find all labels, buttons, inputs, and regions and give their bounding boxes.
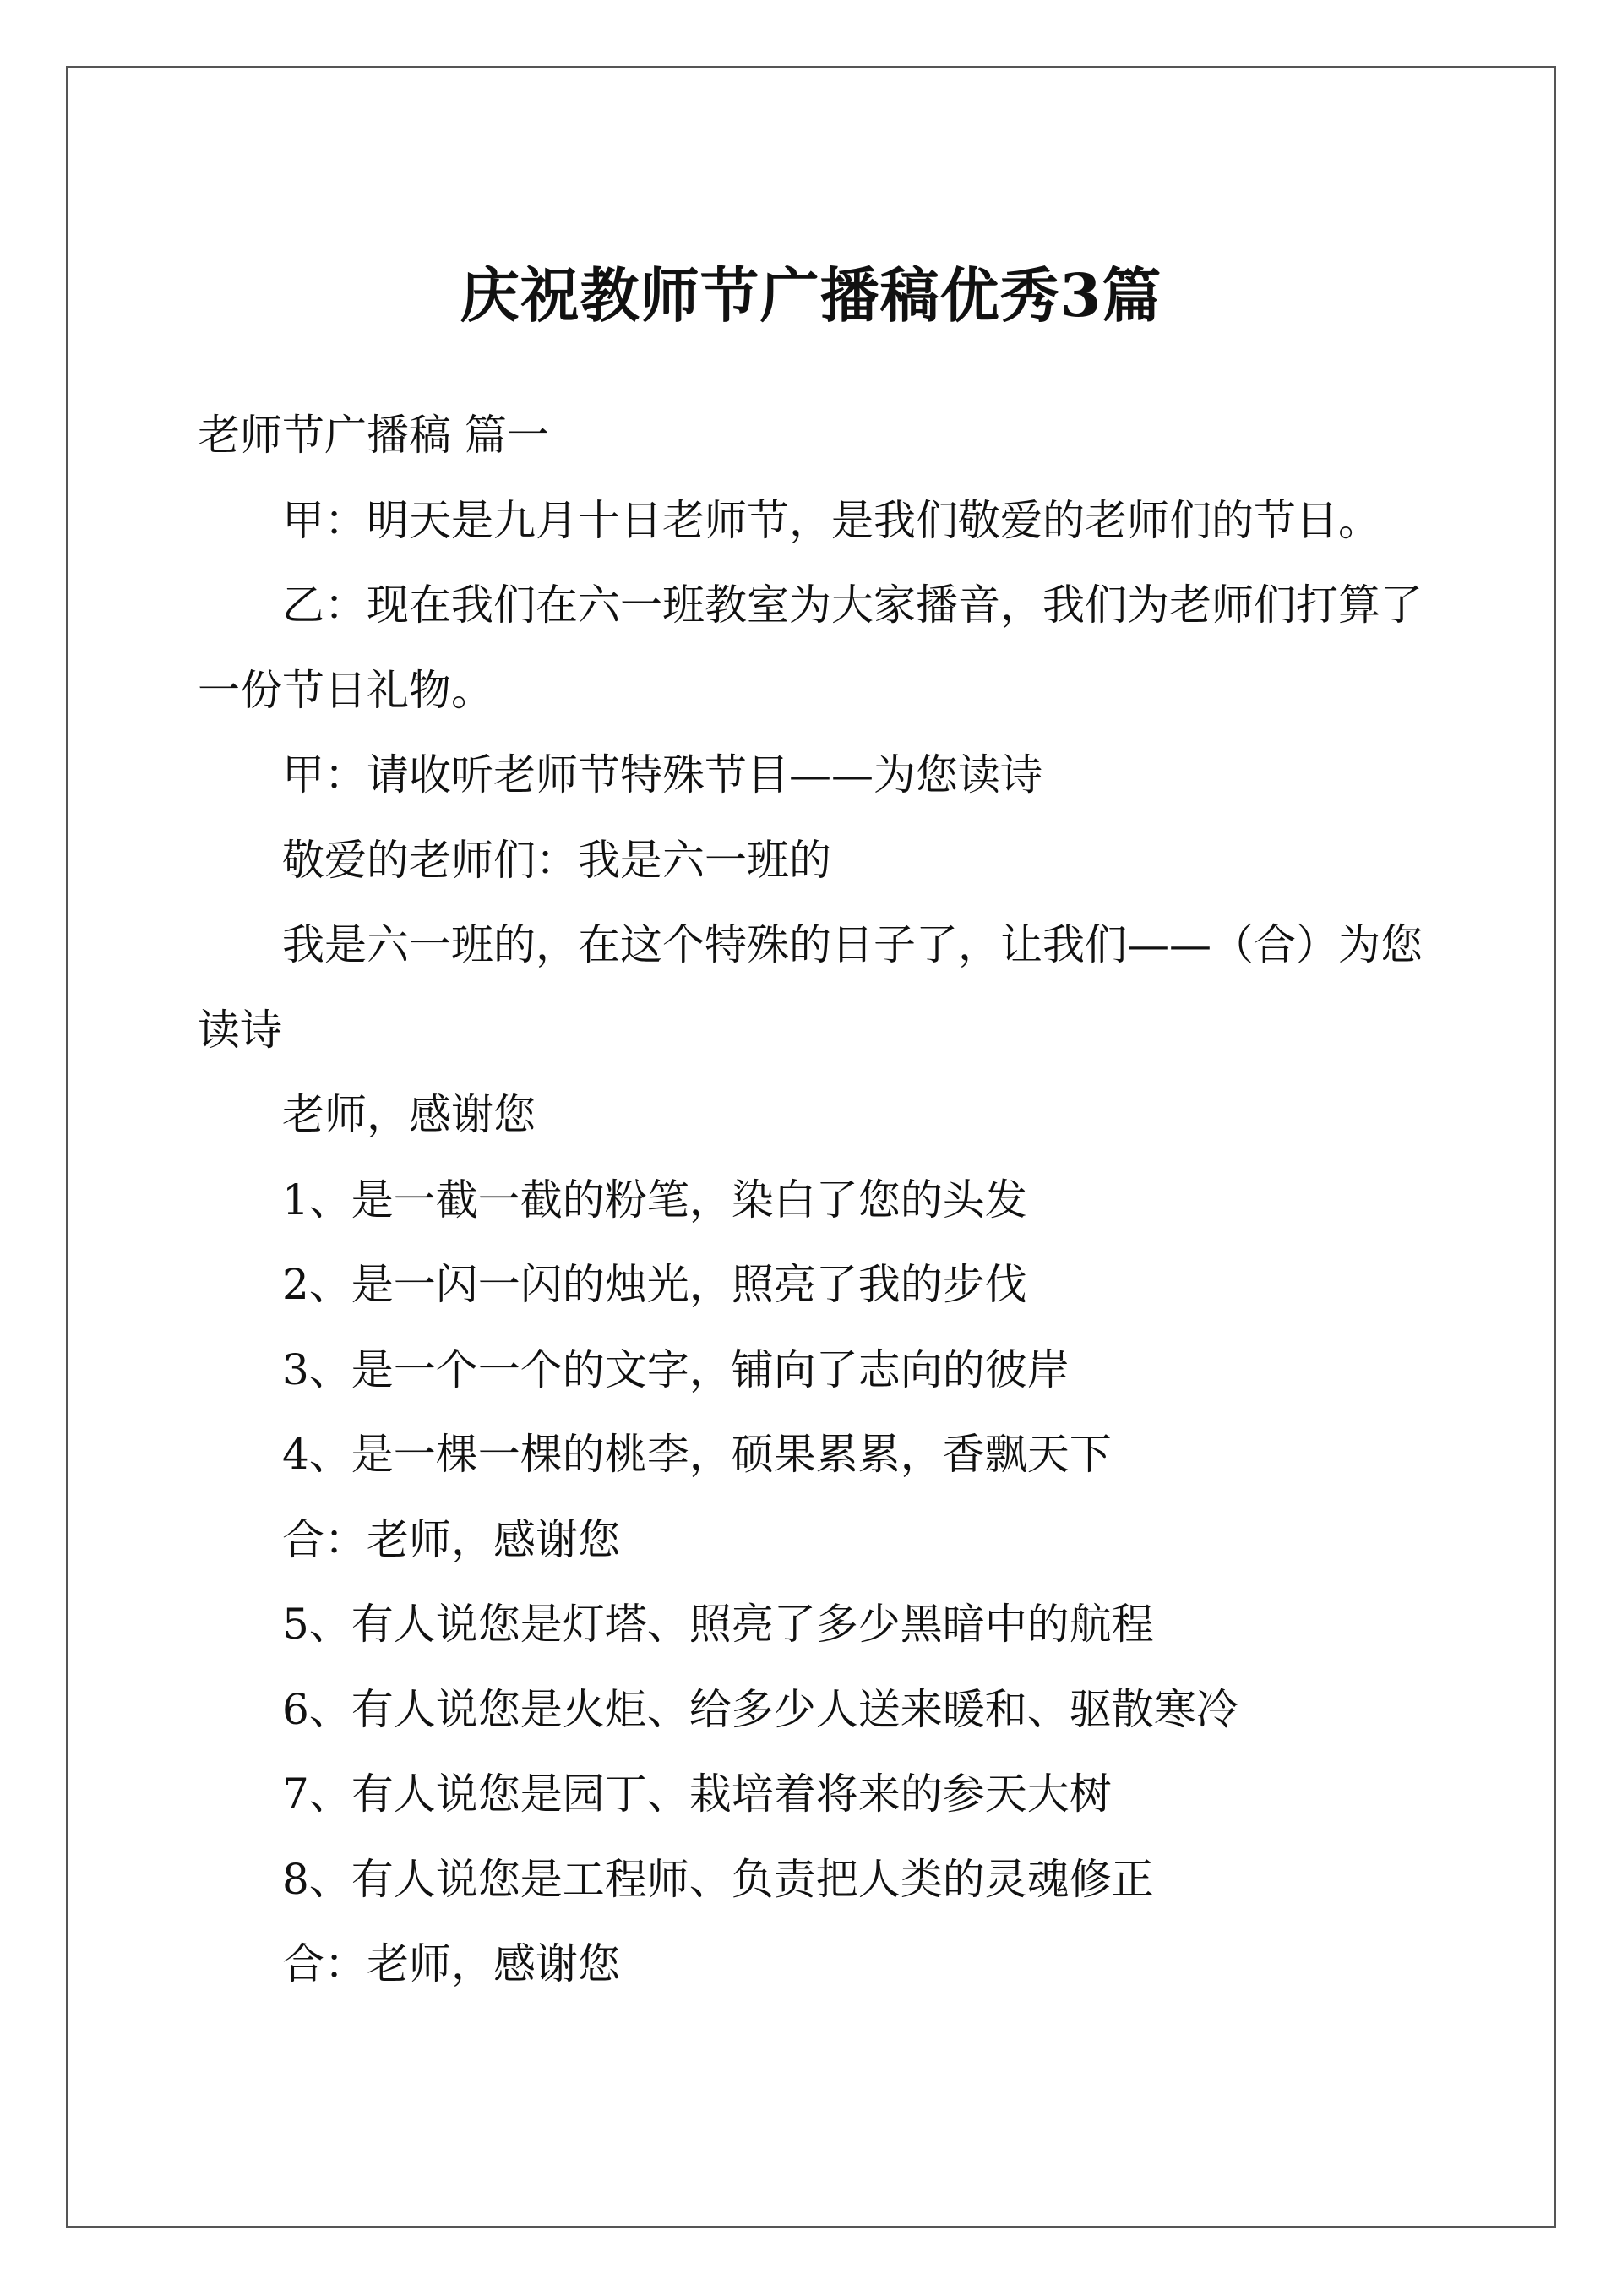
paragraph: 甲：明天是九月十日老师节，是我们敬爱的老师们的节日。 [282,495,1380,545]
list-item: 7、有人说您是园丁、栽培着将来的参天大树 [282,1770,1112,1819]
list-item: 2、是一闪一闪的烛光，照亮了我的步伐 [282,1260,1027,1309]
paragraph: 合：老师，感谢您 [282,1939,620,1988]
document-title: 庆祝教师节广播稿优秀3篇 [460,260,1162,330]
document-body [198,393,1431,2007]
paragraph: 甲：请收听老师节特殊节目——为您读诗 [282,750,1042,799]
list-item: 4、是一棵一棵的桃李，硕果累累，香飘天下 [282,1430,1112,1479]
paragraph: 乙：现在我们在六一班教室为大家播音，我们为老师们打算了一份节日礼物。 [198,581,1423,715]
list-item: 1、是一截一截的粉笔，染白了您的头发 [282,1175,1027,1224]
list-item: 3、是一个一个的文字，铺向了志向的彼岸 [282,1344,1070,1394]
list-item: 8、有人说您是工程师、负责把人类的灵魂修正 [282,1854,1154,1904]
list-item: 5、有人说您是灯塔、照亮了多少黑暗中的航程 [282,1600,1154,1649]
list-item: 6、有人说您是火炬、给多少人送来暖和、驱散寒冷 [282,1684,1238,1734]
paragraph: 敬爱的老师们：我是六一班的 [282,835,831,885]
paragraph: 我是六一班的，在这个特殊的日子了，让我们——（合）为您读诗 [198,920,1423,1055]
paragraph: 老师，感谢您 [282,1090,536,1139]
section-heading: 老师节广播稿 篇一 [198,411,549,460]
paragraph: 合：老师，感谢您 [282,1514,620,1564]
